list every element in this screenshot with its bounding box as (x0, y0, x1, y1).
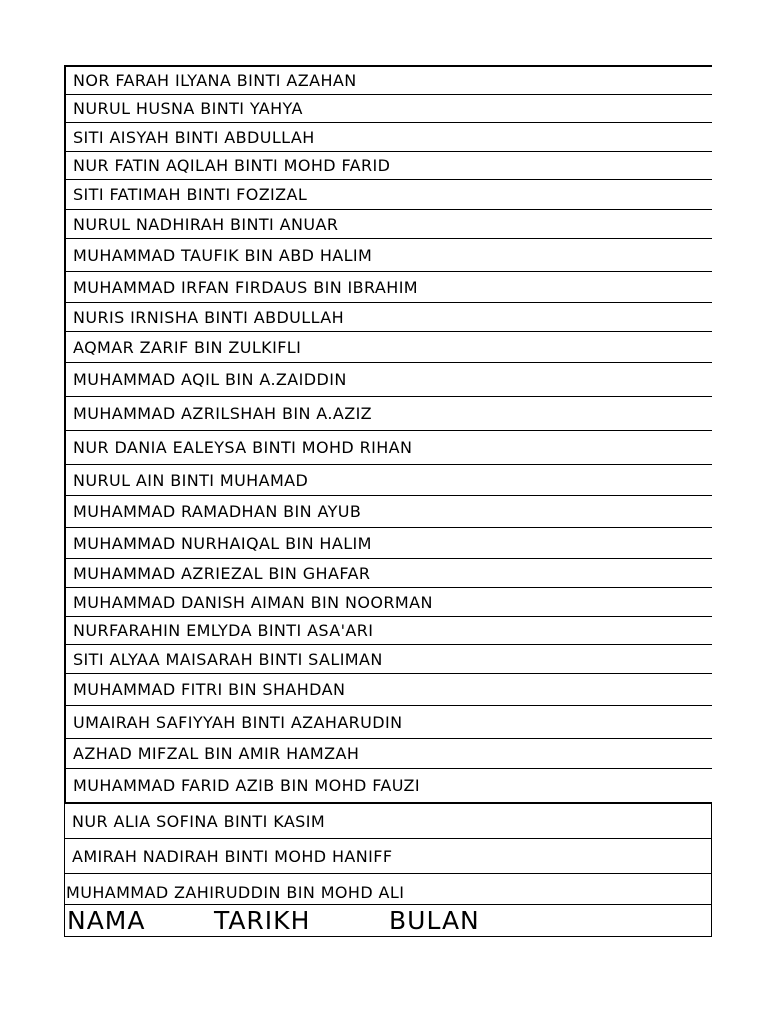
student-row: NUR FATIN AQILAH BINTI MOHD FARID (66, 152, 712, 180)
student-row: AZHAD MIFZAL BIN AMIR HAMZAH (66, 739, 712, 769)
student-row: SITI AISYAH BINTI ABDULLAH (66, 123, 712, 152)
student-row: NURIS IRNISHA BINTI ABDULLAH (66, 303, 712, 332)
student-row: SITI FATIMAH BINTI FOZIZAL (66, 180, 712, 210)
student-row: NURUL HUSNA BINTI YAHYA (66, 95, 712, 123)
student-row: MUHAMMAD FARID AZIB BIN MOHD FAUZI (73, 776, 421, 795)
column-header-row (65, 905, 711, 937)
student-row: MUHAMMAD ZAHIRUDDIN BIN MOHD ALI (65, 874, 711, 905)
student-row: MUHAMMAD AZRIEZAL BIN GHAFAR (66, 559, 712, 588)
student-row: MUHAMMAD IRFAN FIRDAUS BIN IBRAHIM (66, 272, 712, 303)
student-row: NURUL NADHIRAH BINTI ANUAR (66, 210, 712, 239)
student-row: SITI ALYAA MAISARAH BINTI SALIMAN (66, 645, 712, 674)
student-row: MUHAMMAD DANISH AIMAN BIN NOORMAN (66, 588, 712, 617)
header-bulan: BULAN (389, 906, 480, 935)
student-row: MUHAMMAD FITRI BIN SHAHDAN (66, 674, 712, 706)
student-list-block-b (64, 804, 712, 937)
header-nama: NAMA (67, 906, 146, 935)
student-row: UMAIRAH SAFIYYAH BINTI AZAHARUDIN (66, 706, 712, 739)
student-row: AQMAR ZARIF BIN ZULKIFLI (66, 332, 712, 363)
student-row: NUR ALIA SOFINA BINTI KASIM (65, 804, 711, 839)
student-row: NUR DANIA EALEYSA BINTI MOHD RIHAN (66, 431, 712, 465)
student-row: NURFARAHIN EMLYDA BINTI ASA'ARI (66, 617, 712, 645)
student-row: MUHAMMAD TAUFIK BIN ABD HALIM (66, 239, 712, 272)
student-row: AMIRAH NADIRAH BINTI MOHD HANIFF (65, 839, 711, 874)
student-row: MUHAMMAD AZRILSHAH BIN A.AZIZ (66, 397, 712, 431)
student-row: MUHAMMAD RAMADHAN BIN AYUB (66, 496, 712, 528)
student-name-sheet (64, 65, 712, 937)
student-row: MUHAMMAD NURHAIQAL BIN HALIM (66, 528, 712, 559)
student-row: MUHAMMAD AQIL BIN A.ZAIDDIN (66, 363, 712, 397)
header-tarikh: TARIKH (214, 906, 311, 935)
student-row: NURUL AIN BINTI MUHAMAD (66, 465, 712, 496)
student-list-block-a (64, 65, 712, 804)
student-row: NOR FARAH ILYANA BINTI AZAHAN (66, 67, 712, 95)
